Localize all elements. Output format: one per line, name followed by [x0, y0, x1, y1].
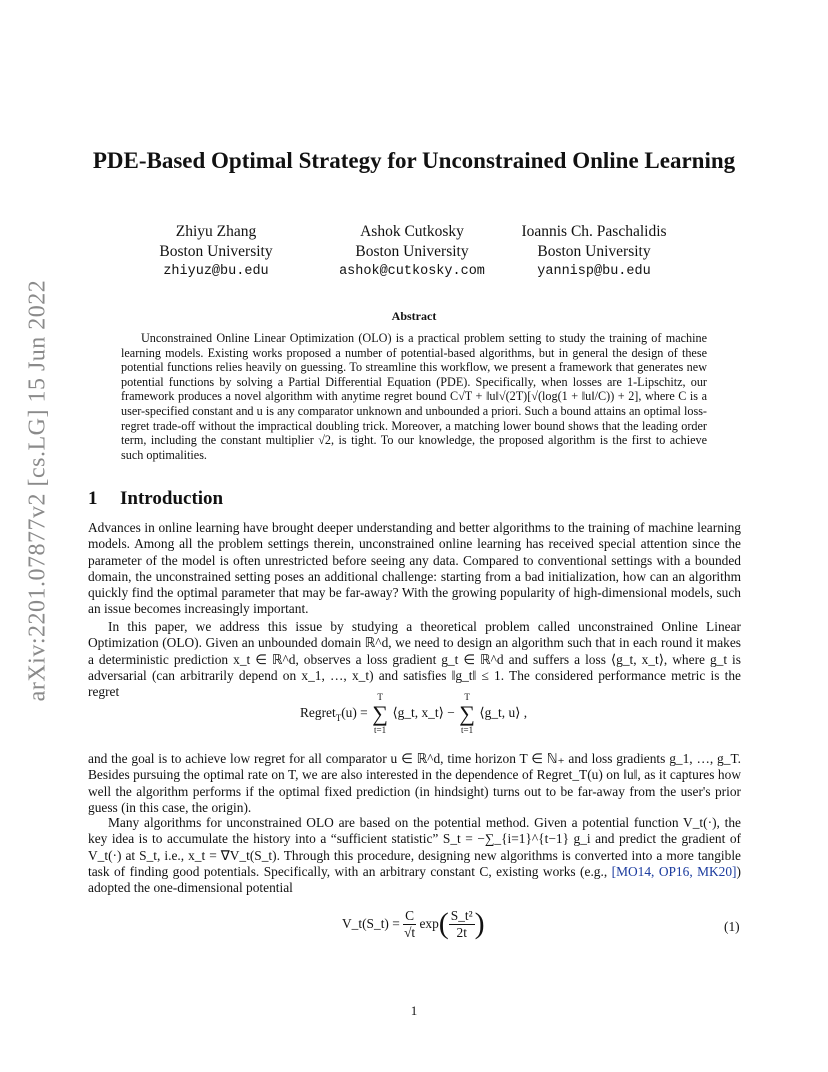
summation-symbol: T ∑ t=1: [459, 692, 475, 735]
intro-paragraph-2: In this paper, we address this issue by studying a theoretical problem called unconstrained Online Linear Optimization (OLO). Given an unbounded domain ℝ^d, we need to design an algorithm such that in each round it makes a deterministic prediction x_t ∈ ℝ^d, observes a loss gradient g_t ∈ ℝ^d and suffers a loss ⟨g_t, x_t⟩, where g_t is adversarial (can arbitrarily depend on x_1, …, x_t) and satisfies ‖g_t‖ ≤ 1. The considered performance metric is the regret: [88, 619, 741, 700]
author-name: Ashok Cutkosky: [360, 223, 464, 240]
page-number: 1: [410, 1003, 418, 1018]
author-block: [126, 222, 306, 282]
author-name: Ioannis Ch. Paschalidis: [521, 223, 667, 240]
intro-paragraph-1: Advances in online learning have brought deeper understanding and better algorithms to the training of machine learning models. Among all the problem settings therein, unconstrained online learning has received special attention since the parameter of the model is often unrestricted before seeing any data. Compared to conventional settings with a bounded domain, the unconstrained setting poses an additional challenge: starting from a bad initialization, how can an algorithm quickly find the optimal parameter that may be far-away? With the growing popularity of high-dimensional models, such an issue becomes increasingly important.: [88, 520, 741, 617]
author-block: [302, 222, 522, 282]
section-title: Introduction: [120, 488, 224, 509]
abstract-heading: Abstract: [391, 309, 437, 323]
potential-equation: V_t(S_t) = $\frac{C}{√t}$ exp( $\frac{\text{S\_t²}}{2t}$ ): [342, 907, 485, 940]
author-affiliation: Boston University: [159, 243, 273, 260]
author-email[interactable]: yannisp@bu.edu: [537, 264, 651, 279]
summation-symbol: T ∑ t=1: [372, 692, 388, 735]
section-heading: [88, 488, 223, 510]
citation-link[interactable]: [MO14, OP16, MK20]: [611, 863, 737, 879]
arxiv-identifier: arXiv:2201.07877v2 [cs.LG] 15 Jun 2022: [24, 279, 51, 701]
author-affiliation: Boston University: [537, 243, 651, 260]
author-affiliation: Boston University: [355, 243, 469, 260]
equation-number: (1): [724, 919, 740, 934]
section-number: 1: [88, 488, 98, 509]
author-email[interactable]: ashok@cutkosky.com: [339, 264, 485, 279]
paper-title: PDE-Based Optimal Strategy for Unconstrained Online Learning: [92, 148, 736, 173]
author-name: Zhiyu Zhang: [175, 223, 257, 240]
regret-equation: Regret$_T$(u) = T ∑ t=1 ⟨g_t, x_t⟩ − T ∑ t=1 ⟨g_t, u⟩ ,: [300, 692, 528, 735]
intro-paragraph-4: Many algorithms for unconstrained OLO are based on the potential method. Given a potential function V_t(·), the key idea is to accumulate the history into a “sufficient statistic” S_t = −∑_{i=1}^{t−1} g_i and predict the gradient of V_t(·) at S_t, i.e., x_t = ∇V_t(S_t). Through this procedure, designing new algorithms is converted into a more tangible task of finding good potentials. Specifically, with an arbitrary constant C, existing works (e.g., [MO14, OP16, MK20]) adopted the one-dimensional potential: [88, 815, 741, 896]
author-block: [494, 222, 694, 282]
author-email[interactable]: zhiyuz@bu.edu: [163, 264, 269, 279]
intro-paragraph-3: and the goal is to achieve low regret for all comparator u ∈ ℝ^d, time horizon T ∈ ℕ₊ and loss gradients g_1, …, g_T. Besides pursuing the optimal rate on T, we are also interested in the dependence of Regret_T(u) on ‖u‖, as it captures how well the algorithm performs if the optimal fixed prediction (in hindsight) turns out to be far-away from the user's prior guess (in this case, the origin).: [88, 751, 741, 815]
abstract-body: Unconstrained Online Linear Optimization (OLO) is a practical problem setting to study the training of machine learning models. Existing works proposed a number of potential-based algorithms, but in general the design of these potential functions relies heavily on guessing. To streamline this workflow, we present a framework that generates new potential functions by solving a Partial Differential Equation (PDE). Specifically, when losses are 1-Lipschitz, our framework produces a novel algorithm with anytime regret bound C√T + ‖u‖√(2T)[√(log(1 + ‖u‖/C)) + 2], where C is a user-specified constant and u is any comparator unknown and unbounded a priori. Such a bound attains an optimal loss-regret trade-off without the impractical doubling trick. Moreover, a matching lower bound shows that the leading order term, including the constant multiplier √2, is tight. To our knowledge, the proposed algorithm is the first to achieve such optimalities.: [121, 331, 707, 462]
arxiv-watermark: [18, 279, 58, 701]
